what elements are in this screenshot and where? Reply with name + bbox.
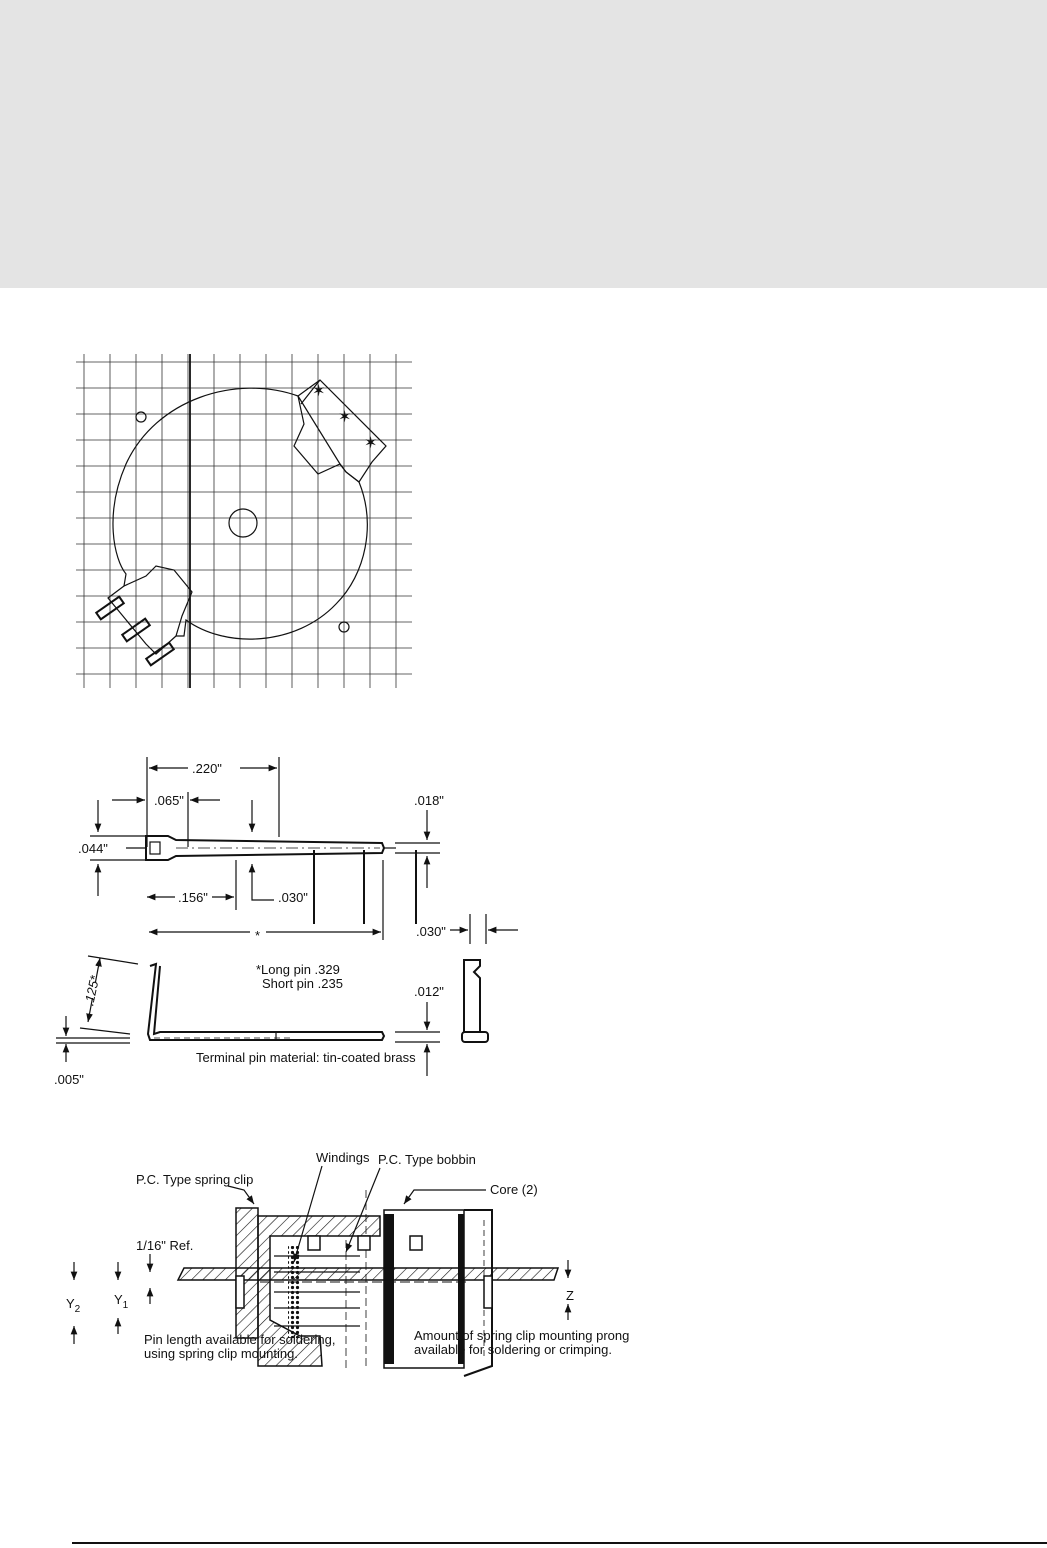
prong-note-2: available for soldering or crimping. <box>414 1342 612 1357</box>
grid-lines <box>76 354 412 688</box>
dim-star-label: * <box>255 928 261 943</box>
footer-rule <box>72 1542 1047 1544</box>
terminal-mark: ✶ <box>312 383 326 400</box>
dim-044-label: .044" <box>78 841 108 856</box>
pin-material-note: Terminal pin material: tin-coated brass <box>196 1050 416 1065</box>
terminal-mark: ✶ <box>364 435 378 452</box>
circuit-board-hatch <box>178 1268 558 1280</box>
terminal-pin-figure <box>50 752 530 1092</box>
ref-label: 1/16" Ref. <box>136 1238 194 1253</box>
spring-clip-label: P.C. Type spring clip <box>136 1172 254 1187</box>
assembly-figure <box>60 1140 630 1480</box>
dim-012-label: .012" <box>414 984 444 999</box>
dim-030-top-label: .030" <box>278 890 308 905</box>
dim-065-label: .065" <box>154 793 184 808</box>
center-hole <box>229 509 257 537</box>
z-label: Z <box>566 1288 574 1303</box>
dim-018-label: .018" <box>414 793 444 808</box>
y2-label: $Y_2$ <box>66 1296 81 1315</box>
mounting-hole <box>136 412 146 422</box>
bobbin-label: P.C. Type bobbin <box>378 1152 476 1167</box>
windings-label: Windings <box>316 1150 370 1165</box>
dim-030-side-label: .030" <box>416 924 446 939</box>
pin-note-1: Pin length available for soldering, <box>144 1332 336 1347</box>
dim-220-label: .220" <box>192 761 222 776</box>
clip-prong-left <box>236 1276 244 1308</box>
long-pin-note: *Long pin .329 <box>256 962 340 977</box>
core-label: Core (2) <box>490 1182 538 1197</box>
dim-005-label: .005" <box>54 1072 84 1087</box>
y1-label: $Y_1$ <box>114 1292 129 1311</box>
clip-prong-right <box>484 1276 492 1308</box>
bobbin-grid-figure <box>76 354 412 688</box>
header-band <box>0 0 1047 288</box>
terminal-pin <box>146 643 174 666</box>
pin-note-2: using spring clip mounting. <box>144 1346 298 1361</box>
dim-156-label: .156" <box>178 890 208 905</box>
dim-125-label: .125* <box>81 974 103 1008</box>
prong-note-1: Amount of spring clip mounting prong <box>414 1328 630 1343</box>
pin-end-view <box>464 960 480 1032</box>
terminal-mark: ✶ <box>338 409 352 426</box>
short-pin-note: Short pin .235 <box>262 976 343 991</box>
